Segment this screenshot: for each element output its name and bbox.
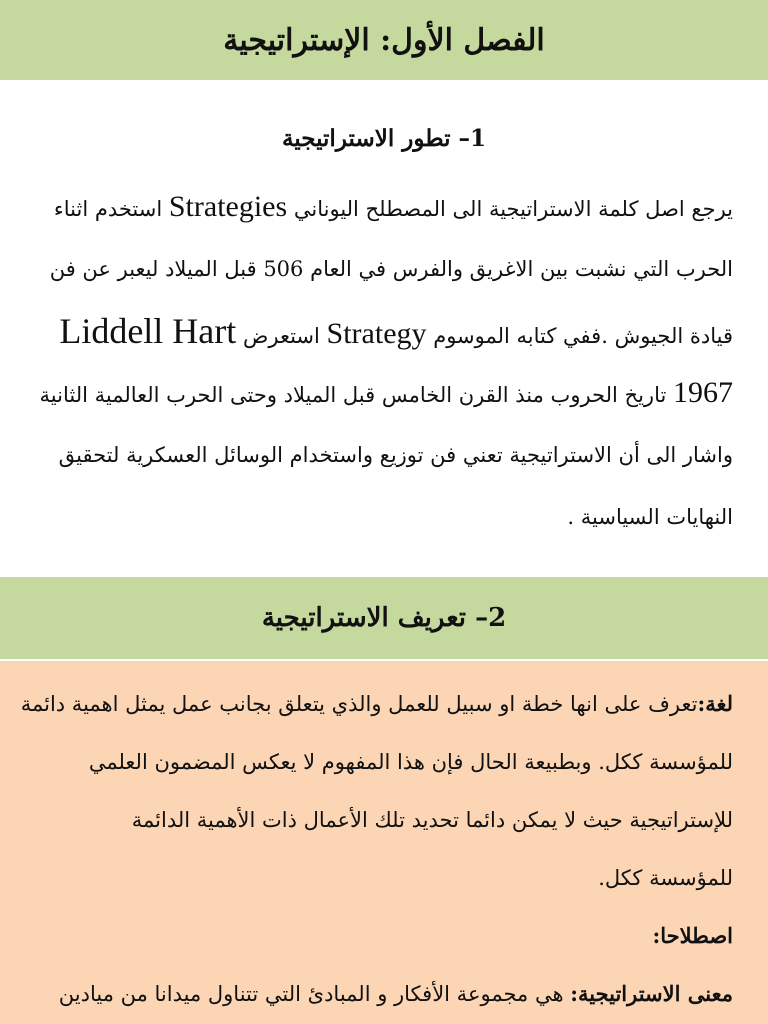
paragraph-line: الحرب التي نشبت بين الاغريق والفرس في العام 506 قبل الميلاد ليعبر عن فن <box>49 257 733 281</box>
section1-paragraph <box>40 176 733 548</box>
paragraph-line: للمؤسسة ككل. <box>598 866 733 890</box>
text-run: تاريخ الحروب منذ القرن الخامس قبل الميلاد وحتى الحرب العالمية الثانية <box>39 383 667 407</box>
istilahan-label: اصطلاحا: <box>652 923 733 948</box>
year-number: 1967 <box>673 376 733 409</box>
paragraph-line: واشار الى أن الاستراتيجية تعني فن توزيع واستخدام الوسائل العسكرية لتحقيق <box>58 443 733 467</box>
author-name: Liddell Hart <box>59 311 237 351</box>
text-run: استعرض <box>242 324 320 348</box>
paragraph-line <box>21 965 733 1023</box>
section2-paragraph <box>21 675 733 1023</box>
text-run: يرجع اصل كلمة الاستراتيجية الى المصطلح اليوناني <box>293 197 733 221</box>
paragraph-line: للإستراتيجية حيث لا يمكن دائما تحديد تلك الأعمال ذات الأهمية الدائمة <box>131 808 733 832</box>
section1-heading: 1– تطور الاستراتيجية <box>281 125 487 152</box>
paragraph-line <box>40 362 733 424</box>
text-run: تعرف على انها خطة او سبيل للعمل والذي يتعلق بجانب عمل يمثل اهمية دائمة <box>20 692 698 716</box>
text-run: قيادة الجيوش .ففي كتابه الموسوم <box>433 324 733 348</box>
paragraph-line: للمؤسسة ككل. وبطبيعة الحال فإن هذا المفهوم لا يعكس المضمون العلمي <box>88 750 733 774</box>
paragraph-line <box>21 675 733 733</box>
latin-term: Strategies <box>168 190 288 223</box>
paragraph-line <box>40 300 733 362</box>
section2-header <box>0 577 768 659</box>
chapter-header <box>0 0 768 80</box>
meaning-label: معنى الاستراتيجية: <box>570 981 733 1006</box>
text-run: هي مجموعة الأفكار و المبادئ التي تتناول ميدانا من ميادين <box>58 982 564 1006</box>
text-run: استخدم اثناء <box>53 197 163 221</box>
chapter-title: الفصل الأول: الإستراتيجية <box>223 22 545 58</box>
lugha-label: لغة: <box>697 691 733 716</box>
paragraph-line: النهايات السياسية . <box>567 505 733 529</box>
latin-term: Strategy <box>326 317 427 350</box>
paragraph-line <box>40 176 733 238</box>
section2-heading: 2– تعريف الاستراتيجية <box>261 603 507 633</box>
